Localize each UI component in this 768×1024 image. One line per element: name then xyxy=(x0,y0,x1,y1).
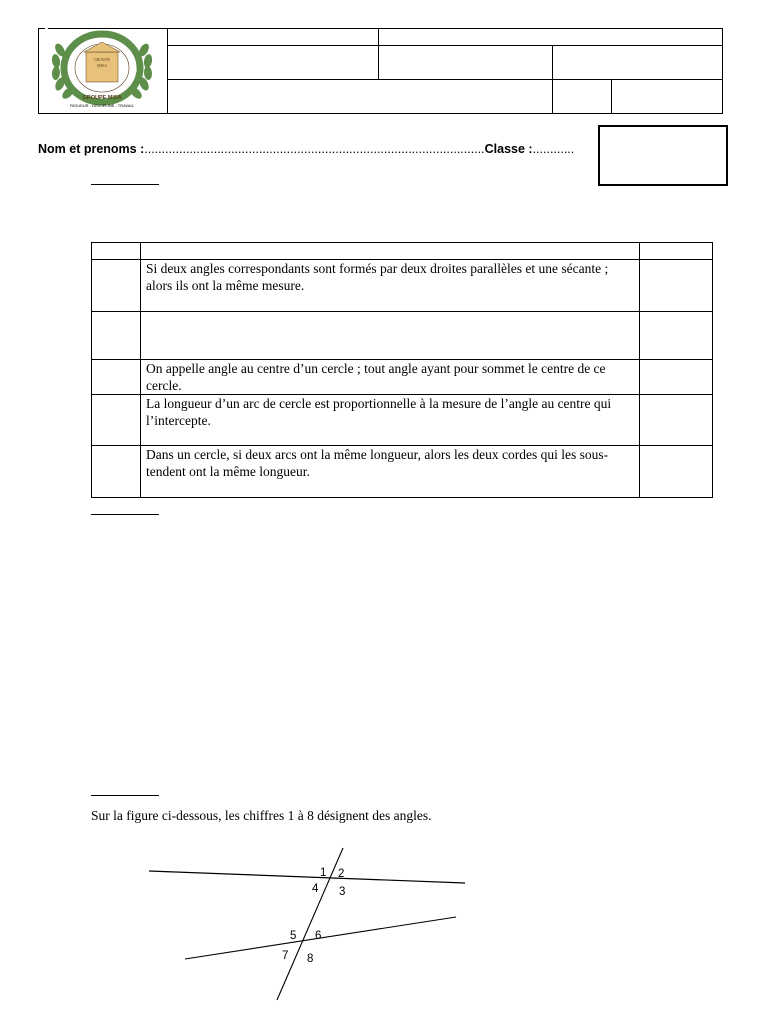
header-cell-bottom-wide xyxy=(167,79,553,114)
table-row xyxy=(92,360,713,395)
section-marker-3 xyxy=(91,795,159,796)
school-logo xyxy=(46,30,158,108)
nom-field[interactable]: .................................................................................................. xyxy=(144,142,485,156)
statement-cell: On appelle angle au centre d’un cercle ; tout angle ayant pour sommet le centre de ce cercle. xyxy=(141,360,640,395)
angle-label-1: 1 xyxy=(320,867,327,879)
header-cell-bottom-small xyxy=(552,79,612,114)
table-row xyxy=(92,243,713,260)
row-number-cell xyxy=(92,360,141,395)
table-row xyxy=(92,395,713,446)
header-cell-bottom-right xyxy=(611,79,723,114)
upper-line xyxy=(149,871,465,883)
angle-label-2: 2 xyxy=(338,868,345,880)
answer-cell[interactable] xyxy=(640,360,713,395)
header-cell-mid-2 xyxy=(378,45,553,80)
header-cell-top-right xyxy=(378,28,723,46)
exercise-intro: Sur la figure ci-dessous, les chiffres 1 à 8 désignent des angles. xyxy=(91,808,432,823)
table-row xyxy=(92,312,713,360)
logo-ring-text: DEPARTEMENT INFORMATIQUE SPORTS ET ART xyxy=(66,37,139,72)
row-number-cell xyxy=(92,260,141,312)
row-number-cell xyxy=(92,243,141,260)
statement-cell: Dans un cercle, si deux arcs ont la même longueur, alors les deux cordes qui les sous-tendent ont la même longueur. xyxy=(141,446,640,498)
statement-cell: Si deux angles correspondants sont formés par deux droites parallèles et une sécante ; alors ils ont la même mesure. xyxy=(141,260,640,312)
table-row xyxy=(92,260,713,312)
classe-label: Classe : xyxy=(484,142,533,156)
answer-cell[interactable] xyxy=(640,446,713,498)
classe-field[interactable]: ............ xyxy=(532,142,575,156)
row-number-cell xyxy=(92,312,141,360)
angles-figure xyxy=(140,840,480,1005)
nom-label: Nom et prenoms : xyxy=(38,142,145,156)
statement-cell: La longueur d’un arc de cercle est proportionnelle à la mesure de l’angle au centre qui l’intercepte. xyxy=(141,395,640,446)
angle-label-3: 3 xyxy=(339,886,346,898)
section-marker-1 xyxy=(91,184,159,185)
logo-center-line-1: GROUPE xyxy=(93,57,111,62)
table-row xyxy=(92,446,713,498)
statements-table xyxy=(91,242,713,498)
answer-cell[interactable] xyxy=(640,312,713,360)
angle-label-5: 5 xyxy=(290,930,297,942)
student-info-line xyxy=(38,142,574,156)
transversal-line xyxy=(277,848,346,1000)
answer-cell[interactable] xyxy=(640,260,713,312)
grade-box xyxy=(598,125,728,186)
header-cell-top-left xyxy=(167,28,379,46)
angle-label-4: 4 xyxy=(312,883,319,895)
header-cell-mid-3 xyxy=(552,45,723,80)
angle-label-8: 8 xyxy=(307,953,314,965)
statement-cell xyxy=(141,243,640,260)
logo-bottom-text: GROUPE MISA xyxy=(82,95,122,101)
statement-cell xyxy=(141,312,640,360)
section-marker-2 xyxy=(91,514,159,515)
logo-motto: RIGUEUR - DISCIPLINE - TRAVAIL xyxy=(70,103,134,108)
logo-center-line-2: MISA xyxy=(96,63,108,68)
header-cell-mid-1 xyxy=(167,45,379,80)
row-number-cell xyxy=(92,446,141,498)
row-number-cell xyxy=(92,395,141,446)
angle-label-7: 7 xyxy=(282,950,289,962)
angle-label-6: 6 xyxy=(315,930,322,942)
answer-cell[interactable] xyxy=(640,395,713,446)
answer-cell[interactable] xyxy=(640,243,713,260)
